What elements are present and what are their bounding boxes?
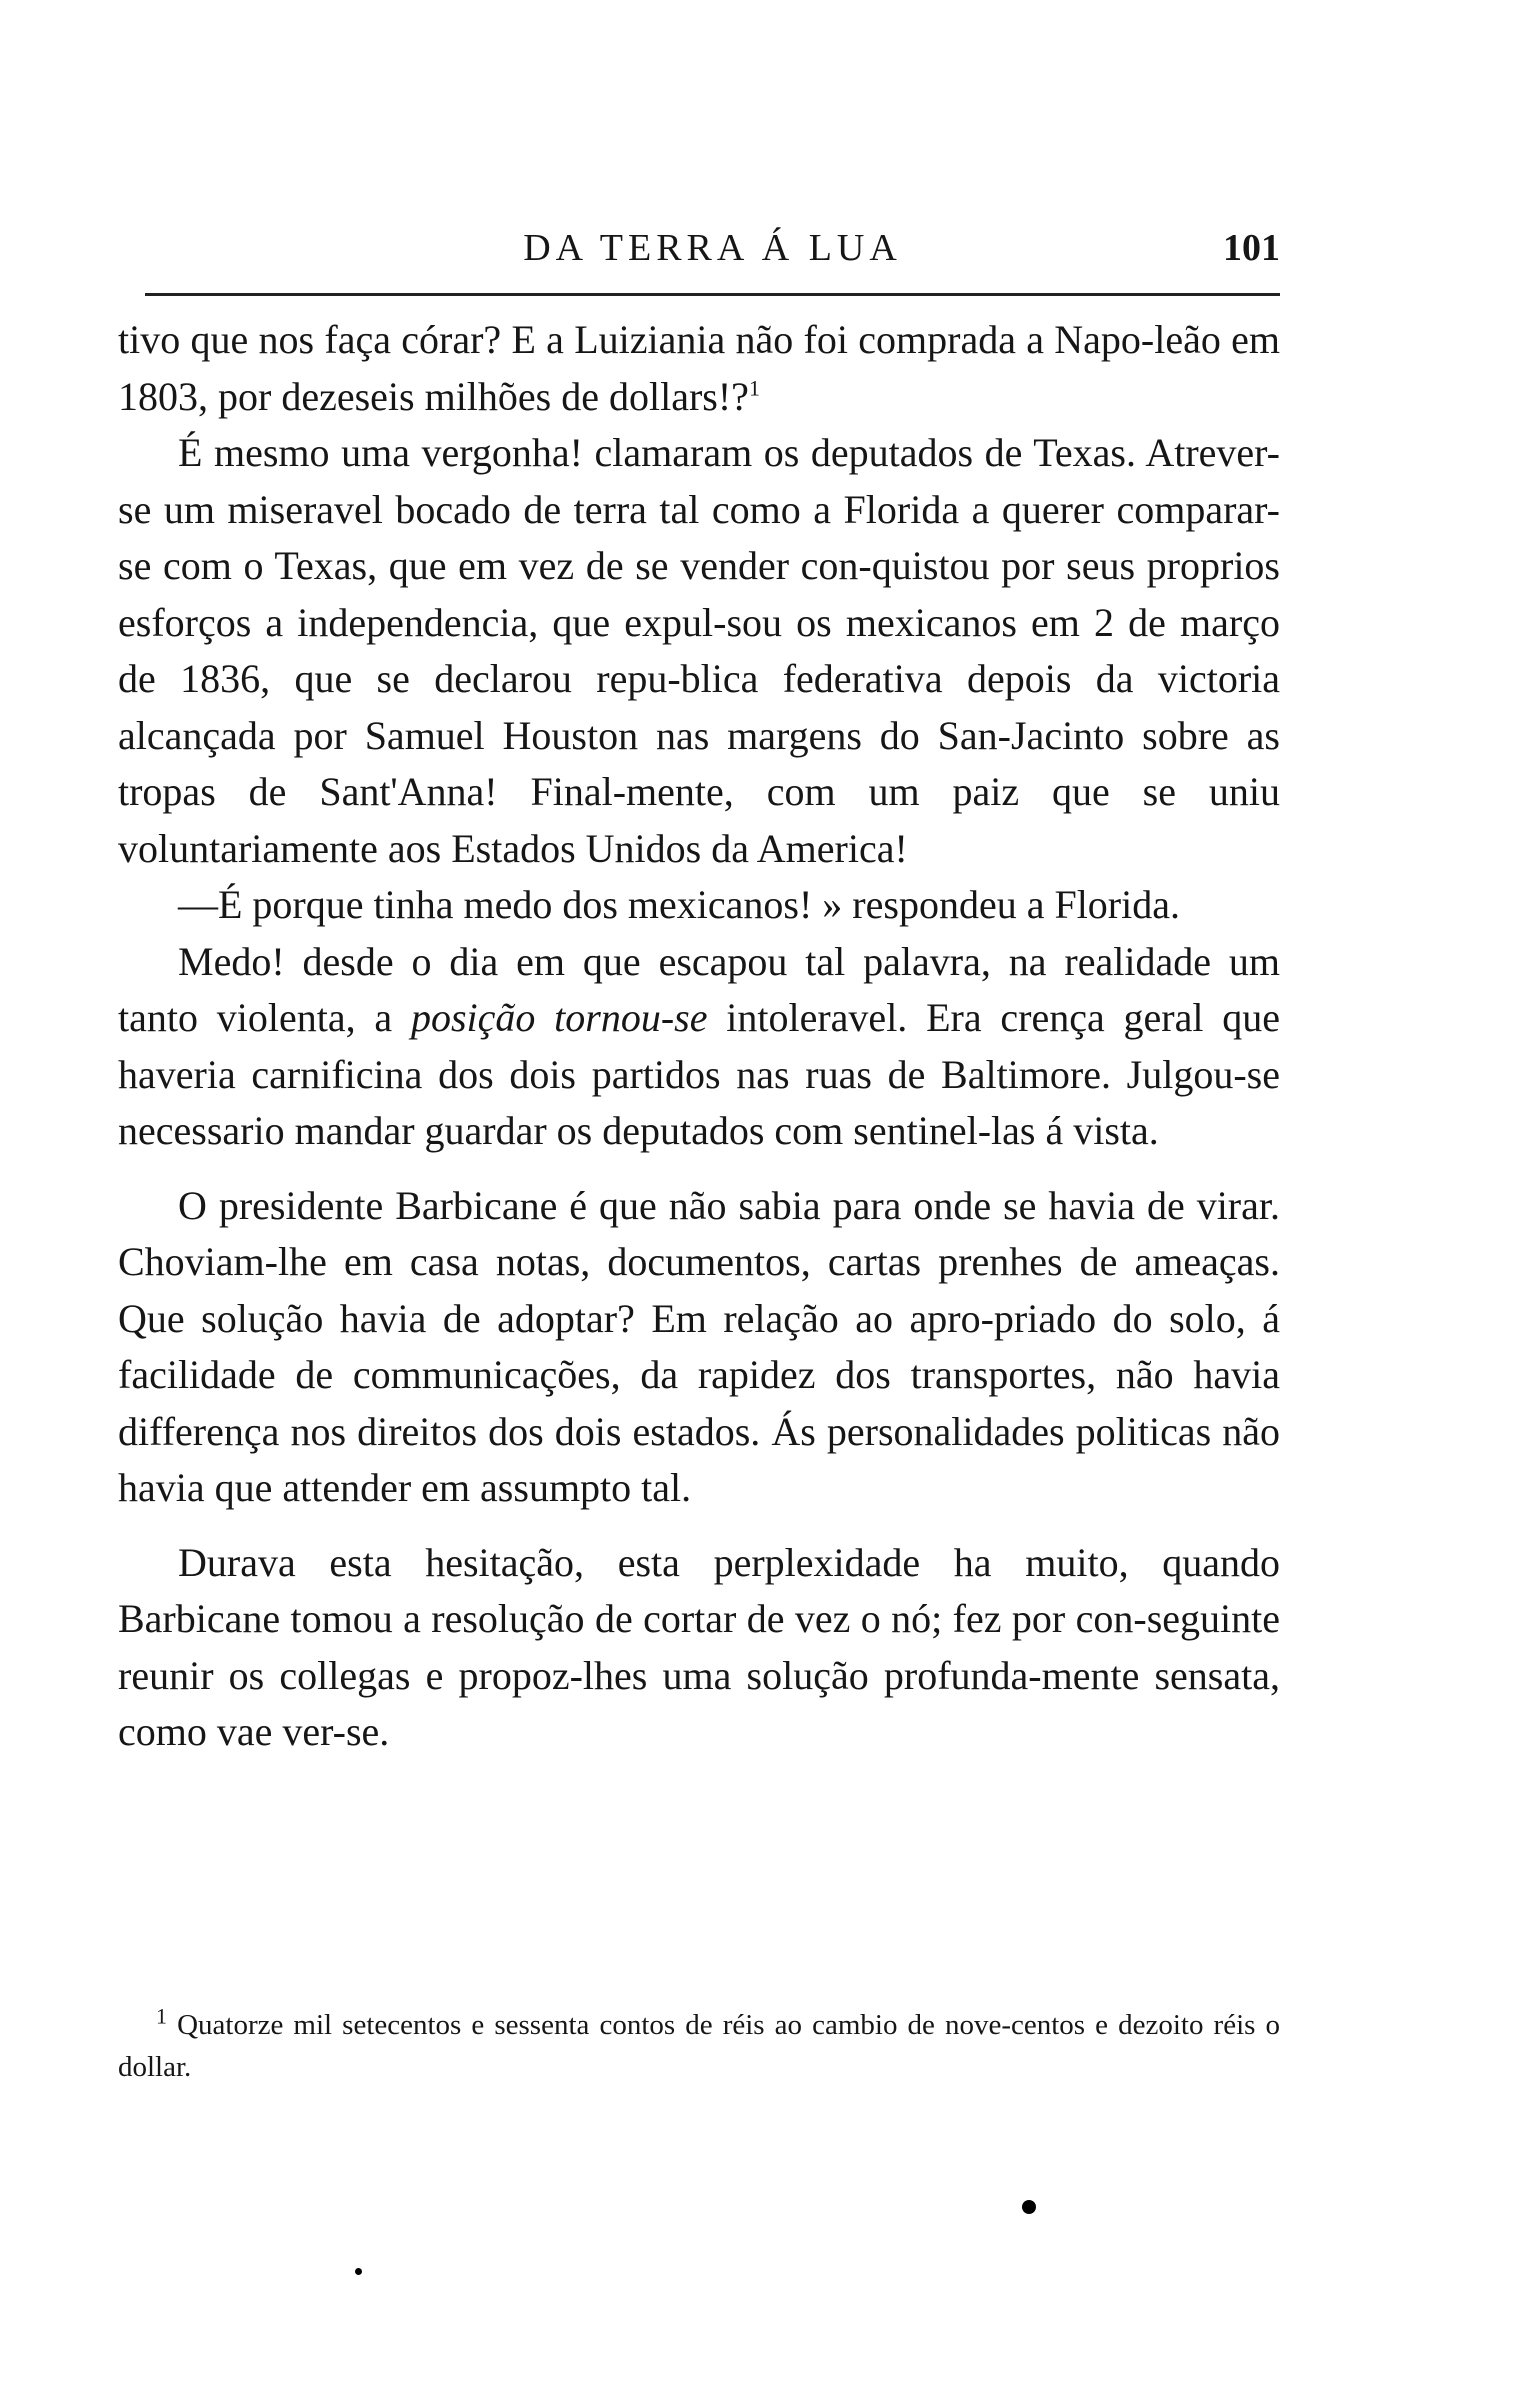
paragraph-4	[118, 934, 1280, 1160]
footnote-mark: 1	[156, 2003, 167, 2029]
paragraph-2: É mesmo uma vergonha! clamaram os deputados de Texas. Atrever-se um miseravel bocado de terra tal como a Florida a querer comparar-se com o Texas, que em vez de se vender con-quistou por seus proprios esforços a independencia, que expul-sou os mexicanos em 2 de março de 1836, que se declarou repu-blica federativa depois da victoria alcançada por Samuel Houston nas margens do San-Jacinto sobre as tropas de Sant'Anna! Final-mente, com um paiz que se uniu voluntariamente aos Estados Unidos da America!	[118, 430, 1280, 871]
paragraph-4-text-a: Medo! desde o dia em que escapou tal palavra, na realidade um tanto violenta, a	[118, 938, 1280, 1040]
body-text	[118, 312, 1280, 1761]
paragraph-4-text-b: intoleravel. Era crença geral que haveria carnificina dos dois partidos nas ruas de Baltimore. Julgou-se necessario mandar guardar os deputados com sentinel-las á vista.	[118, 995, 1280, 1153]
paragraph-1	[118, 312, 1280, 425]
paragraph-1-text: tivo que nos faça córar? E a Luiziania não foi comprada a Napo-leão em 1803, por dezeseis milhões de dollars!?	[118, 317, 1280, 419]
running-head	[145, 226, 1280, 286]
footnote	[118, 2004, 1280, 2088]
paragraph-6: Durava esta hesitação, esta perplexidade ha muito, quando Barbicane tomou a resolução de cortar de vez o nó; fez por con-seguinte reunir os collegas e propoz-lhes uma solução profunda-mente sensata, como vae ver-se.	[118, 1539, 1280, 1754]
footnote-paragraph	[118, 2004, 1280, 2088]
ink-blot	[1022, 2200, 1036, 2214]
italic-phrase: posição tornou-se	[410, 995, 708, 1040]
header-rule	[145, 293, 1280, 296]
paragraph-5: O presidente Barbicane é que não sabia para onde se havia de virar. Choviam-lhe em casa notas, documentos, cartas prenhes de ameaças. Que solução havia de adoptar? Em relação ao apro-priado do solo, á facilidade de communicações, da rapidez dos transportes, não havia differença nos direitos dos dois estados. Ás personalidades politicas não havia que attender em assumpto tal.	[118, 1182, 1280, 1510]
footnote-reference: 1	[748, 375, 760, 401]
footnote-text: Quatorze mil setecentos e sessenta contos de réis ao cambio de nove-centos e dezoito réis o dollar.	[118, 2009, 1280, 2083]
ink-speck	[355, 2268, 362, 2275]
running-title: DA TERRA Á LUA	[523, 227, 902, 269]
paragraph-3: —É porque tinha medo dos mexicanos! » respondeu a Florida.	[178, 882, 1180, 927]
page-number: 101	[1223, 227, 1280, 269]
